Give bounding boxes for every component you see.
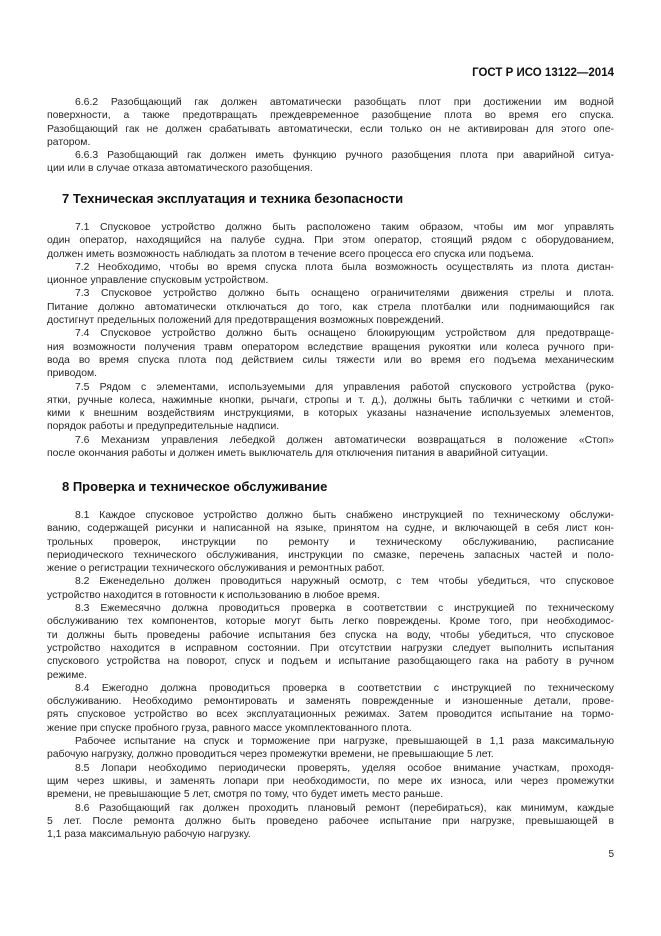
text-line: ятки, ручные колеса, нажимные кнопки, рычаги, стропы и т. д.), должны быть таблички с четкими и стой-	[47, 394, 614, 406]
paragraph	[47, 735, 614, 762]
text-line: 6.6.3 Разобщающий гак должен иметь функцию ручного разобщения плота при аварийной ситуа-	[75, 150, 614, 162]
paragraph	[47, 575, 614, 602]
page-number: 5	[608, 849, 614, 860]
text-line: 7.1 Спусковое устройство должно быть расположено таким образом, чтобы им мог управлять	[75, 222, 614, 233]
paragraph	[47, 261, 614, 288]
paragraph	[47, 802, 614, 842]
text-line: вода во время спуска плота под действием силы тяжести или во время его подъема механическим	[47, 354, 614, 366]
text-line: периодического технического обслуживания, инструкции по смазке, перечень запасных частей и поло-	[47, 549, 614, 561]
paragraph	[47, 434, 614, 461]
paragraph	[47, 682, 614, 735]
text-line: 1,1 раза максимальную рабочую нагрузку.	[47, 829, 251, 841]
section-heading-7: 7 Техническая эксплуатация и техника безопасности	[62, 191, 404, 206]
paragraph	[47, 287, 614, 327]
text-line: времени, не превышающие 5 лет, смотря по тому, что будет иметь место раньше.	[47, 789, 444, 801]
text-line: спускового устройства на поворот, спуск и подъем и испытание разобщающего гака на работу в ручном	[47, 656, 614, 668]
text-line: режиме.	[47, 669, 88, 681]
text-line: обслуживанию. Необходимо ремонтировать и заменять поврежденные и изношенные детали, прове-	[47, 696, 614, 708]
paragraph	[47, 602, 614, 682]
text-line: 8.6 Разобщающий гак должен проходить плановый ремонт (перебираться), как минимум, каждые	[75, 802, 614, 814]
text-line: ратором.	[47, 136, 91, 148]
text-line: ционное управление спусковым устройством.	[47, 275, 269, 287]
text-line: Питание должно автоматически отключаться до того, как стрела плотбалки или поднимающийся гак	[47, 301, 614, 313]
text-line: один оператор, находящийся на палубе судна. При этом оператор, стоящий рядом с оборудованием,	[47, 235, 614, 247]
paragraph	[47, 509, 614, 575]
text-line: 8.3 Ежемесячно должна проводиться проверка в соответствии с инструкцией по техническому	[75, 603, 614, 615]
text-line: ния возможности получения травм оператором вследствие вращения рукоятки или колеса ручного при-	[47, 341, 614, 353]
text-line: порядок работы и предупредительные надписи.	[47, 421, 280, 433]
text-line: 7.4 Спусковое устройство должно быть оснащено блокирующим устройством для предотвраще-	[75, 328, 614, 340]
text-line: 7.5 Рядом с элементами, используемыми для управления работой спускового устройства (руко-	[75, 381, 614, 393]
paragraph	[47, 327, 614, 380]
text-line: кими к внешним воздействиям инструкциями, в которых указаны назначение используемых элементов,	[47, 408, 614, 420]
text-line: 6.6.2 Разобщающий гак должен автоматически разобщать плот при достижении им водной	[75, 97, 614, 108]
text-line: Разобщающий гак не должен срабатывать автоматически, если только он не активирован для этого опе-	[47, 123, 614, 135]
text-line: поверхности, а также предотвращать преждевременное разобщение плота во время его спуска.	[47, 110, 614, 122]
text-line: 5 лет. После ремонта должно быть проведено рабочее испытание при нагрузке, превышающей в	[47, 815, 614, 827]
text-line: ванию, содержащей рисунки и написанной на языке, принятом на судне, и включающей в себя лист кон-	[47, 523, 614, 535]
text-line: устройство находится в исправном состоянии. При отсутствии нагрузки следует выполнить испытания	[47, 642, 614, 654]
text-line: приводом.	[47, 368, 98, 380]
paragraph	[47, 381, 614, 434]
text-line: жение при спуске пробного груза, равного массе укомплектованного плота.	[47, 722, 412, 734]
paragraph	[47, 96, 614, 149]
paragraph	[47, 762, 614, 802]
text-line: после окончания работы и должен иметь выключатель для отключения питания в аварийной ситуации.	[47, 448, 549, 460]
document-header: ГОСТ Р ИСО 13122—2014	[472, 67, 614, 79]
section-heading-8: 8 Проверка и техническое обслуживание	[62, 479, 328, 494]
section-8-body	[47, 509, 614, 841]
text-line: 8.4 Ежегодно должна проводиться проверка в соответствии с инструкцией по техническому	[75, 682, 614, 694]
intro-block	[47, 96, 614, 176]
text-line: ции или в случае отказа автоматического разобщения.	[47, 163, 313, 175]
text-line: рабочую нагрузку, должно проводиться через промежутки времени, не превышающие 5 лет.	[47, 749, 494, 761]
text-line: достигнут предельных положений для предотвращения возможных повреждений.	[47, 315, 444, 327]
text-line: жение о регистрации технического обслуживания и ремонтных работ.	[47, 563, 385, 575]
paragraph	[47, 221, 614, 261]
section-7-body	[47, 221, 614, 460]
text-line: 8.5 Лопари необходимо периодически проверять, уделяя особое внимание участкам, проходя-	[75, 762, 614, 774]
text-line: обслуживанию тех компонентов, которые могут быть легко повреждены. Кроме того, при необходимос-	[47, 616, 614, 628]
text-line: 8.1 Каждое спусковое устройство должно быть снабжено инструкцией по техническому обслужи-	[75, 510, 614, 521]
text-line: 7.3 Спусковое устройство должно быть оснащено ограничителями движения стрелы и плота.	[75, 288, 614, 300]
text-line: 8.2 Еженедельно должен проводиться наружный осмотр, с тем чтобы убедиться, что спусковое	[75, 576, 614, 588]
text-line: должен иметь возможность наблюдать за плотом в течение всего процесса его спуска или подъема.	[47, 248, 534, 260]
text-line: трольных проверок, инструкции по ремонту и техническому обслуживанию, расписание	[47, 536, 614, 548]
text-line: ти должны быть проведены рабочие испытания без спуска на воду, чтобы убедиться, что спусковое	[47, 629, 614, 641]
paragraph	[47, 149, 614, 176]
text-line: Рабочее испытание на спуск и торможение при нагрузке, превышающей в 1,1 раза максимальную	[75, 736, 614, 748]
text-line: рять спусковое устройство во всех эксплуатационных режимах. Затем проводится испытание на тормо-	[47, 709, 614, 721]
text-line: 7.6 Механизм управления лебедкой должен автоматически возвращаться в положение «Стоп»	[75, 434, 614, 446]
text-line: устройство находится в готовности к использованию в любое время.	[47, 589, 380, 601]
text-line: щим через шкивы, и заменять лопари при необходимости, по мере их износа, или через промежутки	[47, 775, 614, 787]
text-line: 7.2 Необходимо, чтобы во время спуска плота была возможность осуществлять из плота дистан-	[75, 261, 614, 273]
